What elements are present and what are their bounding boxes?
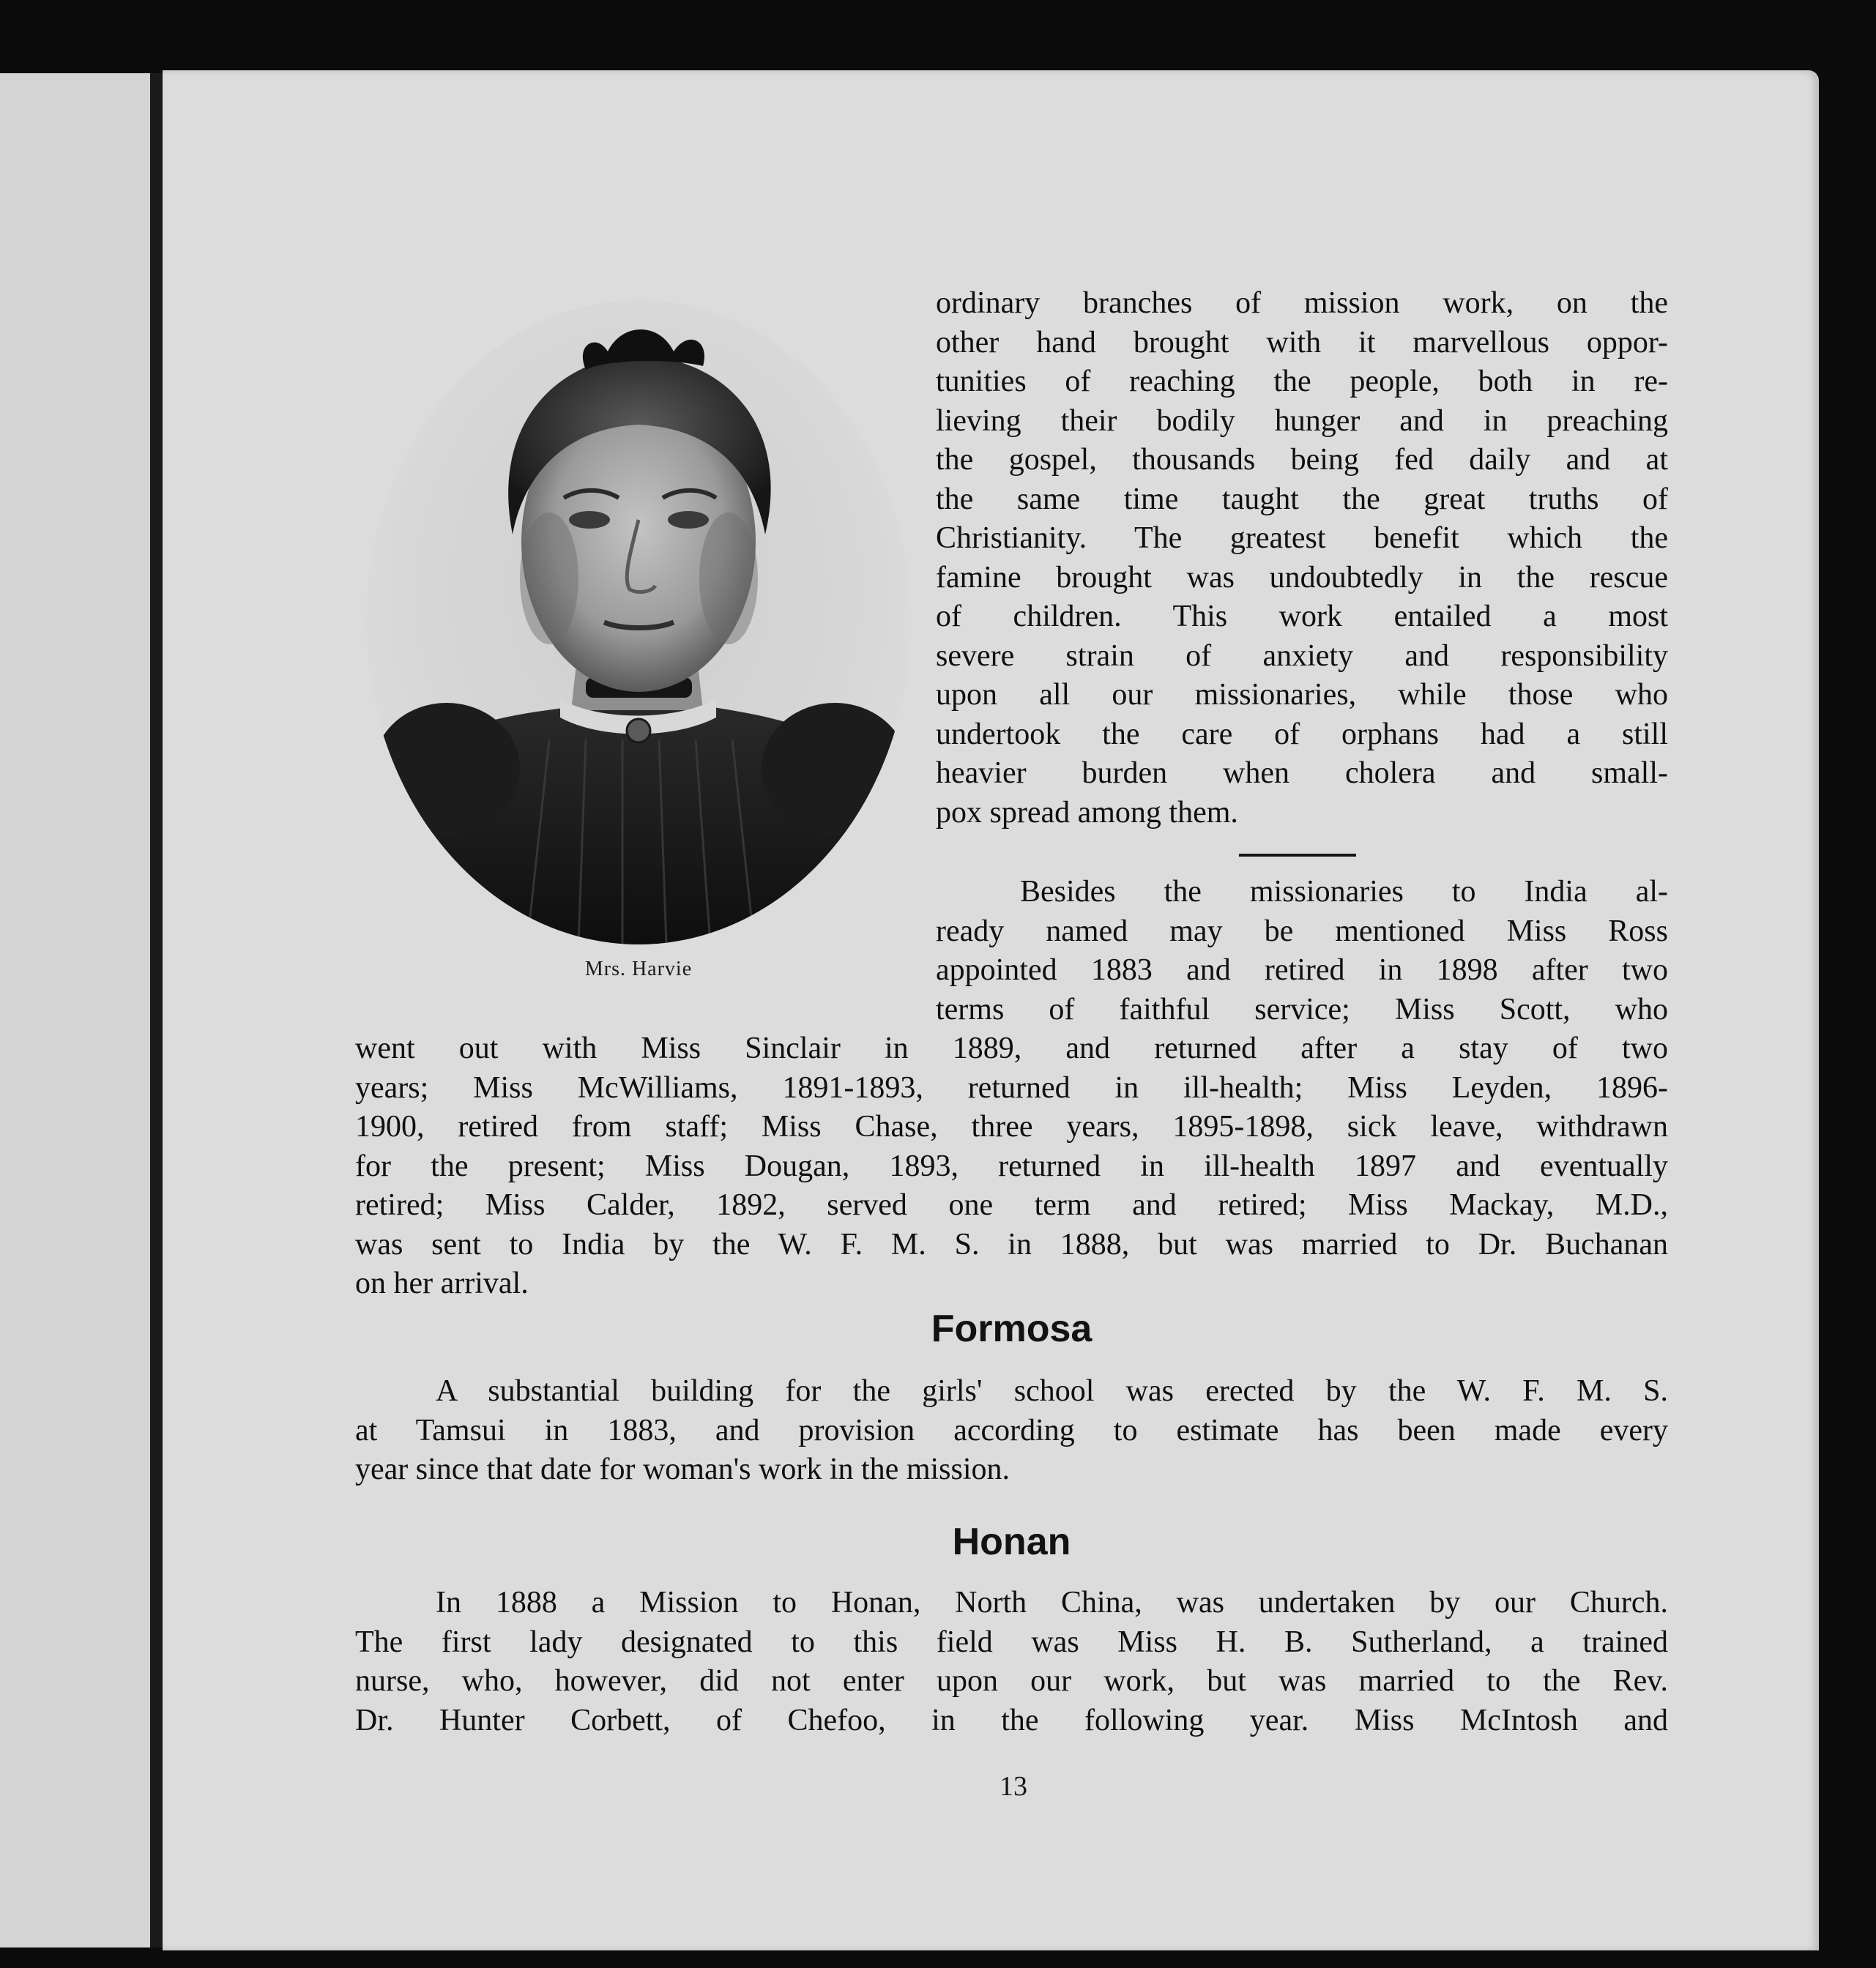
portrait-caption: Mrs. Harvie bbox=[584, 958, 693, 980]
text-line: tunities of reaching the people, both in re- bbox=[936, 365, 1668, 398]
text-line: at Tamsui in 1883, and provision according to estimate has been made every bbox=[355, 1413, 1668, 1447]
formosa-heading: Formosa bbox=[931, 1308, 1093, 1350]
text-line: famine brought was undoubtedly in the rescue bbox=[936, 560, 1668, 594]
honan-heading: Honan bbox=[952, 1521, 1071, 1563]
text-line: pox spread among them. bbox=[936, 795, 1238, 830]
text-line: upon all our missionaries, while those who bbox=[936, 678, 1668, 712]
text-line: year since that date for woman's work in the mission. bbox=[355, 1453, 1010, 1486]
text-line: on her arrival. bbox=[355, 1267, 529, 1300]
text-line: went out with Miss Sinclair in 1889, and returned after a stay of two bbox=[355, 1032, 1668, 1065]
famine-paragraph bbox=[936, 284, 1668, 832]
text-line: heavier burden when cholera and small- bbox=[936, 756, 1668, 790]
text-line: The first lady designated to this field was Miss H. B. Sutherland, a trained bbox=[355, 1625, 1668, 1659]
formosa-paragraph bbox=[355, 1372, 1668, 1490]
text-line: nurse, who, however, did not enter upon our work, but was married to the Rev. bbox=[355, 1664, 1668, 1698]
text-line: the gospel, thousands being fed daily and at bbox=[936, 443, 1668, 477]
text-line: retired; Miss Calder, 1892, served one term and retired; Miss Mackay, M.D., bbox=[355, 1188, 1668, 1222]
text-line: 1900, retired from staff; Miss Chase, three years, 1895-1898, sick leave, withdrawn bbox=[355, 1110, 1668, 1144]
text-line: Dr. Hunter Corbett, of Chefoo, in the following year. Miss McIntosh and bbox=[355, 1703, 1668, 1737]
left-page-edge bbox=[0, 73, 163, 1947]
portrait-photo bbox=[366, 300, 911, 944]
text-line: A substantial building for the girls' school was erected by the W. F. M. S. bbox=[436, 1374, 1668, 1408]
text-line: undertook the care of orphans had a still bbox=[936, 717, 1668, 751]
text-line: severe strain of anxiety and responsibility bbox=[936, 638, 1668, 673]
portrait-figure bbox=[366, 300, 911, 944]
text-line: Christianity. The greatest benefit which the bbox=[936, 521, 1668, 555]
honan-paragraph bbox=[355, 1584, 1668, 1740]
besides-paragraph-column bbox=[936, 873, 1668, 1029]
text-line: was sent to India by the W. F. M. S. in 1888, but was married to Dr. Buchanan bbox=[355, 1227, 1668, 1261]
text-line: terms of faithful service; Miss Scott, who bbox=[936, 992, 1668, 1026]
book-binding bbox=[150, 73, 163, 1947]
text-line: appointed 1883 and retired in 1898 after two bbox=[936, 953, 1668, 987]
text-line: other hand brought with it marvellous oppor- bbox=[936, 325, 1668, 359]
text-line: lieving their bodily hunger and in preaching bbox=[936, 403, 1668, 438]
text-line: ready named may be mentioned Miss Ross bbox=[936, 914, 1668, 948]
text-line: Besides the missionaries to India al- bbox=[1020, 875, 1668, 909]
section-divider bbox=[1239, 854, 1356, 857]
text-line: ordinary branches of mission work, on the bbox=[936, 286, 1668, 320]
text-line: In 1888 a Mission to Honan, North China, was undertaken by our Church. bbox=[436, 1586, 1668, 1620]
besides-paragraph-full bbox=[355, 1029, 1668, 1304]
text-line: years; Miss McWilliams, 1891-1893, returned in ill-health; Miss Leyden, 1896- bbox=[355, 1070, 1668, 1105]
text-line: for the present; Miss Dougan, 1893, returned in ill-health 1897 and eventually bbox=[355, 1149, 1668, 1183]
page-number: 13 bbox=[1000, 1771, 1027, 1802]
text-line: the same time taught the great truths of bbox=[936, 482, 1668, 516]
text-line: of children. This work entailed a most bbox=[936, 600, 1668, 633]
